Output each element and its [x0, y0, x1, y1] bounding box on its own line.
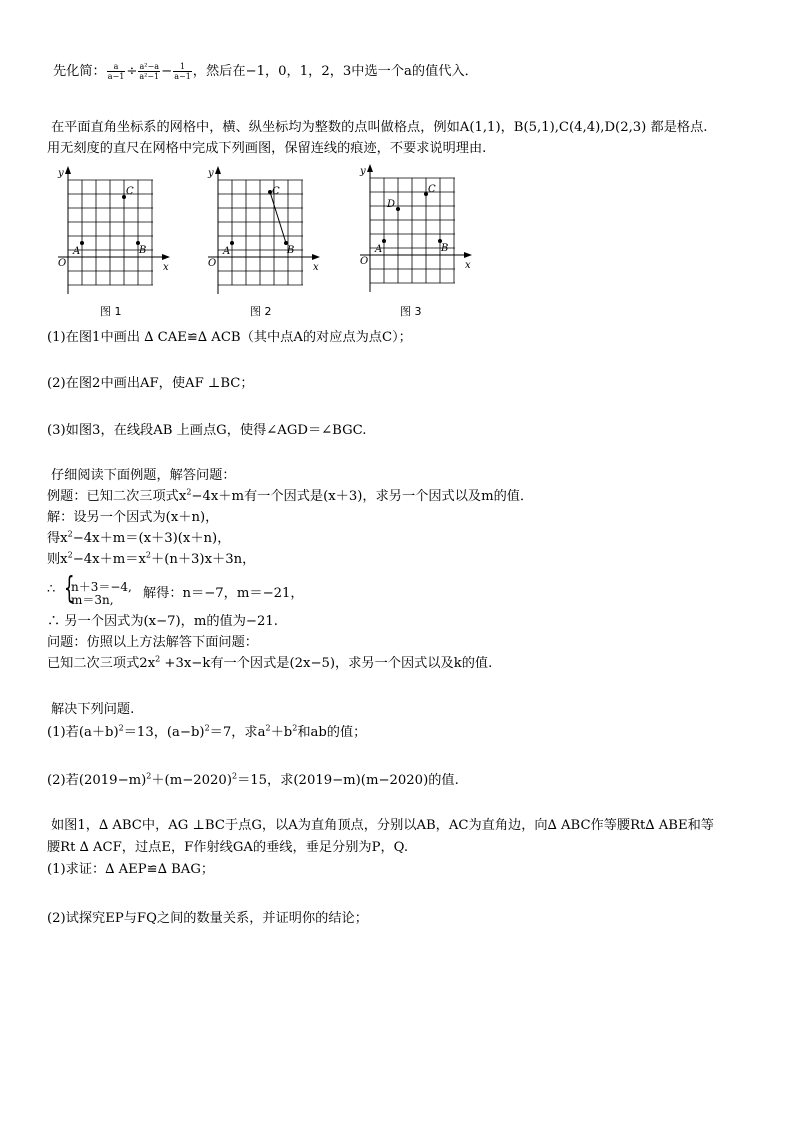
point-a	[230, 241, 234, 245]
segment-cb	[270, 192, 286, 243]
point-a	[382, 239, 386, 243]
frac1-den: a−1	[107, 72, 125, 81]
label-a: A	[73, 246, 81, 257]
svg-text:y: y	[208, 168, 214, 179]
q3-sol1: 解：设另一个因式为(x＋n)，	[47, 510, 219, 525]
svg-text:x: x	[313, 262, 319, 273]
grid-figure-1	[48, 162, 178, 297]
svg-text:A: A	[375, 244, 383, 255]
origin-label: O	[58, 258, 67, 269]
q4-sub2: (2)若$(2019-m)^2+(m-2020)^2=15$，求(2019−m)(m−2020)的值.	[47, 771, 459, 788]
q2-sub2: (2)在图2中画出AF，使AF ⊥BC；	[47, 376, 254, 391]
q4-title: 解决下列问题.	[51, 702, 135, 717]
frac3-num: 1	[173, 62, 192, 72]
svg-text:O: O	[360, 256, 369, 267]
svg-text:B: B	[441, 243, 449, 254]
figure-2-caption: 图 2	[250, 305, 272, 318]
svg-text:C: C	[272, 186, 280, 197]
q3-title: 仔细阅读下面例题，解答问题：	[51, 468, 236, 483]
axis-y-label: y	[58, 168, 64, 179]
grid-lines	[68, 180, 153, 285]
q3-problem: 已知二次三项式$2x^2 +3x-k$有一个因式是(2x−5)，求另一个因式以及k的值.	[47, 654, 493, 671]
svg-text:y: y	[360, 166, 366, 177]
minus-sign: −	[161, 64, 173, 79]
figure-1-caption: 图 1	[100, 305, 122, 318]
q5-line2: 腰Rt ∆ ACF，过点E，F作射线GA的垂线，垂足分别为P，Q.	[47, 840, 409, 855]
grid-figure-3	[350, 160, 480, 295]
frac2-num: a²−a	[139, 62, 159, 71]
frac2-den: a²−1	[139, 72, 160, 81]
svg-text:B: B	[287, 245, 295, 256]
svg-text:C: C	[428, 184, 436, 195]
q3-problem-title: 问题：仿照以上方法解答下面问题：	[47, 635, 258, 650]
q2-line1: 在平面直角坐标系的网格中，横、纵坐标均为整数的点叫做格点，例如A(1,1)，B(5,1),C(4,4),D(2,3) 都是格点.	[51, 120, 708, 135]
q5-line1: 如图1，∆ ABC中，AG ⊥BC于点G，以A为直角顶点，分别以AB，AC为直角边，向∆ ABC作等腰Rt∆ ABE和等	[51, 818, 714, 833]
point-d	[396, 207, 400, 211]
figure-3-caption: 图 3	[400, 305, 422, 318]
svg-text:D: D	[387, 199, 396, 210]
q3-sol2: 得$x^2-4x+m=(x+3)(x+n)$，	[47, 529, 231, 546]
y-axis-arrow	[65, 166, 71, 174]
grid-figure-2	[198, 162, 328, 297]
system-eq2: m＝3n,	[71, 593, 114, 607]
svg-text:x: x	[465, 260, 471, 271]
label-c: C	[126, 186, 134, 197]
q2-sub3: (3)如图3，在线段AB 上画点G，使得∠AGD＝∠BGC.	[47, 423, 367, 438]
svg-text:O: O	[208, 258, 217, 269]
point-a	[80, 241, 84, 245]
q4-sub1: (1)若$(a+b)^2=13$，$(a-b)^2=7$，求$a^2+b^2$和ab的值；	[47, 723, 367, 740]
therefore-symbol: ∴	[47, 582, 56, 597]
fraction-1	[107, 62, 126, 81]
fraction-3	[173, 62, 192, 81]
frac3-den: a−1	[174, 72, 191, 81]
axis-x-label: x	[163, 262, 169, 273]
q3-sol3: 则$x^2-4x+m=x^2+(n+3)x+3n$，	[47, 550, 256, 567]
system-solution: 解得：n＝−7，m＝−21，	[143, 586, 304, 601]
q5-sub1: (1)求证：∆ AEP≌∆ BAG；	[47, 862, 215, 877]
q2-line2: 用无刻度的直尺在网格中完成下列画图，保留连线的痕迹，不要求说明理由.	[47, 141, 487, 156]
svg-text:A: A	[223, 246, 231, 257]
q3-example: 例题：已知二次三项式$x^2-4x+m$有一个因式是(x＋3)，求另一个因式以及m的值．	[47, 487, 534, 504]
frac1-num: a	[107, 62, 126, 72]
q3-sol5: ∴ 另一个因式为(x−7)，m的值为−21.	[47, 614, 278, 629]
q1-prefix: 先化简：	[53, 64, 106, 79]
brace-glyph: {	[64, 571, 75, 606]
q1-text	[53, 62, 478, 81]
fraction-2	[138, 62, 160, 81]
label-b: B	[139, 245, 147, 256]
x-axis-arrow	[162, 254, 170, 260]
q2-sub1: (1)在图1中画出 ∆ CAE≌∆ ACB（其中点A的对应点为点C）；	[47, 330, 412, 345]
q5-sub2: (2)试探究EP与FQ之间的数量关系，并证明你的结论；	[47, 911, 368, 926]
system-eq1: n＋3＝−4,	[71, 580, 132, 594]
div-sign: ÷	[126, 64, 138, 79]
q1-suffix: ，然后在−1，0，1，2，3中选一个a的值代入．	[192, 64, 478, 79]
